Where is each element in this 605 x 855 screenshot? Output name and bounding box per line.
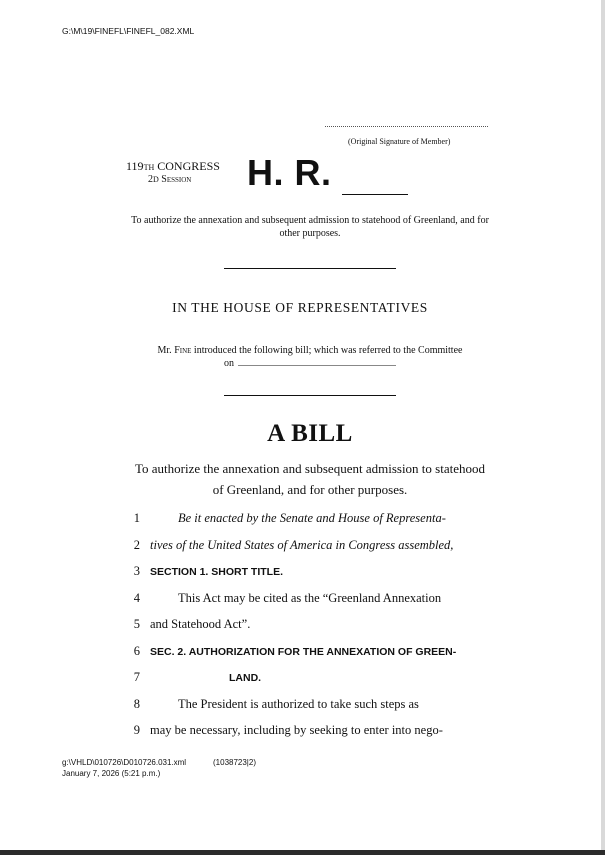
line-number: 8: [133, 697, 140, 711]
bill-line: and Statehood Act”.: [150, 617, 251, 631]
section-heading: SEC. 2. AUTHORIZATION FOR THE ANNEXATION OF GREEN-: [150, 646, 457, 658]
congress-label: [126, 160, 220, 174]
line-number: 5: [133, 617, 140, 631]
chamber-heading: IN THE HOUSE OF REPRESENTATIVES: [172, 300, 428, 315]
line-number: 7: [133, 670, 140, 684]
line-number: 6: [133, 644, 140, 658]
divider: [224, 395, 396, 396]
line-number: 9: [133, 723, 140, 737]
footer-id: (1038723|2): [213, 758, 256, 767]
session-word: Session: [161, 174, 192, 185]
line-number: 3: [133, 564, 140, 578]
section-heading: LAND.: [229, 672, 262, 684]
session-suffix: D: [153, 175, 159, 184]
bill-number-blank: [342, 194, 408, 195]
introduction: [120, 344, 500, 370]
session-number: 2: [148, 174, 153, 185]
bill-heading: A BILL: [267, 420, 353, 447]
line-number: 1: [133, 511, 140, 525]
divider: [224, 268, 396, 269]
member-title: Mr.: [157, 345, 172, 356]
bill-line: tives of the United States of America in Congress assembled,: [150, 538, 454, 552]
committee-on: on: [224, 358, 234, 369]
bill-line: The President is authorized to take such steps as: [178, 697, 419, 711]
introduction-text: introduced the following bill; which was referred to the Committee: [193, 345, 463, 356]
footer-path: g:\VHLD\010726\D010726.031.xml: [62, 758, 187, 767]
bill-line: may be necessary, including by seeking to enter into nego-: [150, 723, 443, 737]
bill-line: This Act may be cited as the “Greenland Annexation: [178, 591, 442, 605]
line-number: 4: [133, 591, 140, 605]
congress-suffix: TH: [143, 163, 155, 172]
bill-line: Be it enacted by the Senate and House of Representa-: [178, 511, 446, 525]
page-bottom-bar: [0, 850, 605, 855]
congress-word: CONGRESS: [157, 159, 220, 173]
signature-caption: (Original Signature of Member): [348, 137, 451, 146]
file-path: G:\M\19\FINEFL\FINEFL_082.XML: [62, 26, 195, 36]
line-number: 2: [133, 538, 140, 552]
congress-number: 119: [126, 159, 144, 173]
committee-blank: [238, 357, 396, 366]
section-heading: SECTION 1. SHORT TITLE.: [150, 566, 284, 578]
member-name: Fine: [174, 345, 192, 356]
session-label: [148, 174, 191, 185]
long-title: To authorize the annexation and subsequent admission to statehood of Greenland, and for other purposes.: [134, 461, 485, 497]
footer-date: January 7, 2026 (5:21 p.m.): [62, 769, 161, 778]
signature-line: [325, 126, 488, 127]
page-edge: [601, 0, 605, 855]
short-title: To authorize the annexation and subsequent admission to statehood of Greenland, and for other purposes.: [131, 215, 489, 239]
bill-designation: H. R.: [247, 152, 332, 193]
